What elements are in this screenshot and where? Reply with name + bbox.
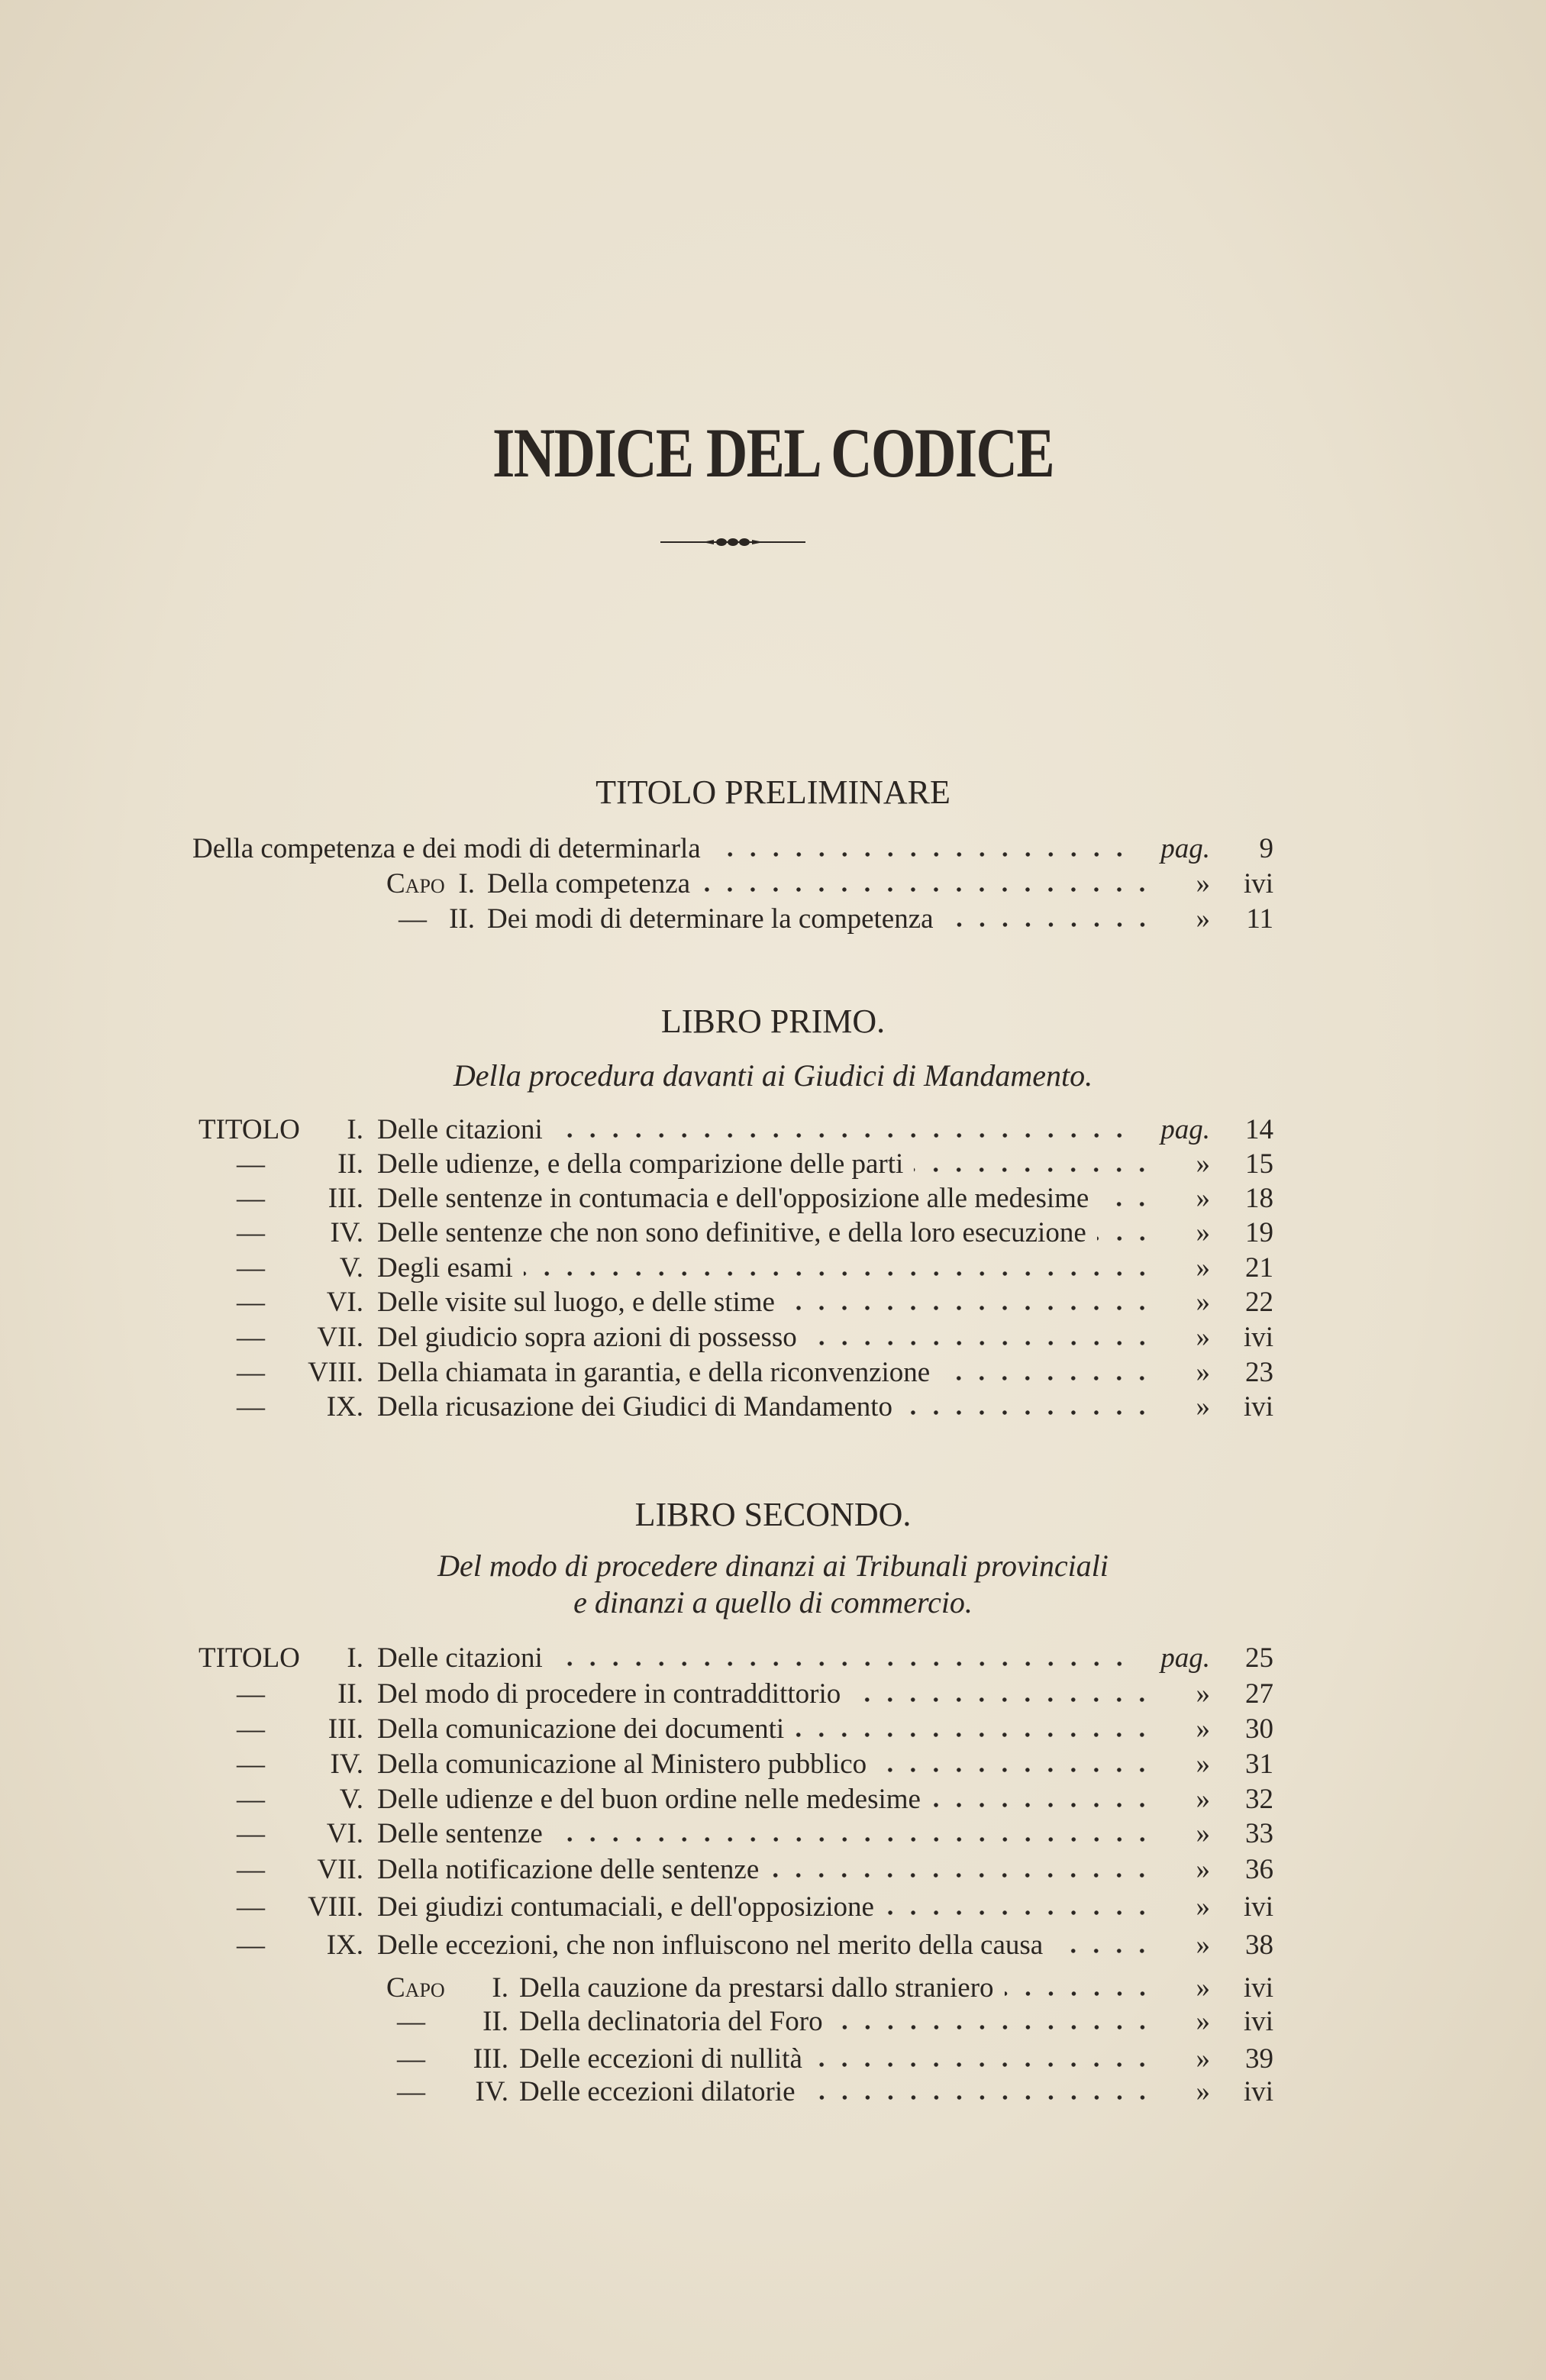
dot-leader [701, 886, 1154, 893]
ditto-dash: — [237, 1818, 265, 1849]
entry-line [377, 1746, 1210, 1783]
page-number: 31 [1245, 1749, 1273, 1780]
entry-line [487, 901, 1210, 938]
toc-entry[interactable] [0, 1746, 1546, 1783]
dot-leader [931, 1801, 1154, 1809]
dot-leader [554, 1132, 1131, 1139]
ditto-dash: — [237, 1891, 265, 1923]
ditto-mark: » [1196, 1183, 1210, 1214]
page-number: 14 [1245, 1114, 1273, 1145]
entry-line [377, 1852, 1210, 1888]
ditto-dash: — [237, 1930, 265, 1961]
page-number: ivi [1243, 868, 1273, 899]
toc-entry[interactable] [0, 1112, 1546, 1148]
entry-numeral: IX. [326, 1930, 363, 1961]
entry-title: Della comunicazione dei documenti [377, 1713, 785, 1745]
ornament-divider [660, 534, 805, 550]
ditto-mark: » [1196, 903, 1210, 935]
entry-numeral: V. [339, 1252, 363, 1284]
dot-leader [554, 1836, 1154, 1843]
toc-entry[interactable] [0, 1146, 1546, 1183]
page-number: 9 [1259, 833, 1273, 864]
page-number: 38 [1245, 1930, 1273, 1961]
ditto-mark: » [1196, 1784, 1210, 1815]
entry-line [377, 1355, 1210, 1391]
entry-numeral: IV. [330, 1749, 363, 1780]
toc-entry[interactable] [0, 1781, 1546, 1818]
toc-entry[interactable] [0, 1355, 1546, 1391]
ditto-dash: — [237, 1183, 265, 1214]
dot-leader [885, 1909, 1154, 1917]
dot-leader [795, 1731, 1154, 1739]
entry-title: Delle citazioni [377, 1642, 543, 1674]
section-heading: TITOLO PRELIMINARE [595, 773, 951, 811]
dot-leader [554, 1660, 1131, 1668]
entry-title: Della comunicazione al Ministero pubblico [377, 1749, 867, 1780]
toc-entry[interactable] [0, 2004, 1546, 2040]
section-heading: LIBRO SECONDO. [634, 1496, 912, 1533]
dot-leader [786, 1304, 1154, 1312]
entry-title: Della notificazione delle sentenze [377, 1854, 760, 1885]
page-number: ivi [1243, 1322, 1273, 1353]
dot-leader [770, 1871, 1154, 1879]
toc-entry[interactable] [0, 1852, 1546, 1888]
page-number: 21 [1245, 1252, 1273, 1284]
dot-leader [944, 921, 1154, 928]
section-subtitle: Della procedura davanti ai Giudici di Mandamento. [453, 1058, 1093, 1093]
page-number: 36 [1245, 1854, 1273, 1885]
toc-entry[interactable] [0, 831, 1546, 867]
page-number: ivi [1243, 1972, 1273, 2004]
entry-type-label: Capo [386, 1972, 445, 2004]
dot-leader [941, 1374, 1154, 1382]
dot-leader [903, 1409, 1154, 1416]
ditto-dash: — [237, 1678, 265, 1710]
page-number: 18 [1245, 1183, 1273, 1214]
entry-line [519, 2041, 1210, 2078]
dot-leader [712, 851, 1131, 858]
ditto-mark: » [1196, 868, 1210, 899]
ditto-mark: » [1196, 1818, 1210, 1849]
ditto-dash: — [237, 1784, 265, 1815]
entry-numeral: II. [449, 903, 475, 935]
ditto-dash: — [397, 2043, 425, 2075]
section-subtitle: Del modo di procedere dinanzi ai Tribunali provinciali [437, 1548, 1109, 1583]
entry-numeral: III. [328, 1713, 363, 1745]
entry-numeral: II. [483, 2006, 508, 2037]
toc-entry[interactable] [0, 1250, 1546, 1287]
ditto-mark: » [1196, 1322, 1210, 1353]
entry-title: Delle citazioni [377, 1114, 543, 1145]
ditto-dash: — [237, 1357, 265, 1388]
entry-numeral: I. [347, 1114, 363, 1145]
entry-line [377, 1640, 1210, 1677]
dot-leader [808, 1339, 1154, 1347]
dot-leader [1097, 1235, 1154, 1242]
ditto-mark: » [1196, 2076, 1210, 2107]
entry-title: Della declinatoria del Foro [519, 2006, 823, 2037]
dot-leader [1054, 1947, 1154, 1955]
entry-line [519, 2004, 1210, 2040]
page-number: ivi [1243, 2076, 1273, 2107]
entry-line [377, 1215, 1210, 1251]
ditto-mark: » [1196, 1891, 1210, 1923]
toc-entry[interactable] [0, 1215, 1546, 1251]
ditto-dash: — [237, 1252, 265, 1284]
entry-numeral: IV. [475, 2076, 508, 2107]
entry-line [377, 1781, 1210, 1818]
ditto-mark: » [1196, 1854, 1210, 1885]
entry-numeral: IX. [326, 1391, 363, 1423]
ditto-dash: — [237, 1713, 265, 1745]
page-number: 25 [1245, 1642, 1273, 1674]
ditto-mark: » [1196, 1391, 1210, 1423]
toc-entry[interactable] [0, 1927, 1546, 1964]
entry-numeral: IV. [330, 1217, 363, 1248]
entry-line [377, 1711, 1210, 1748]
entry-title: Degli esami [377, 1252, 513, 1284]
entry-line [377, 1389, 1210, 1426]
ditto-dash: — [237, 1749, 265, 1780]
entry-title: Delle udienze e del buon ordine nelle medesime [377, 1784, 921, 1815]
ditto-dash: — [399, 903, 427, 935]
dot-leader [877, 1766, 1154, 1774]
toc-entry[interactable] [0, 1389, 1546, 1426]
entry-title: Dei modi di determinare la competenza [487, 903, 934, 935]
toc-entry[interactable] [0, 1319, 1546, 1356]
dot-leader [524, 1270, 1154, 1277]
entry-title: Della chiamata in garantia, e della riconvenzione [377, 1357, 931, 1388]
entry-line [377, 1112, 1210, 1148]
toc-entry[interactable] [0, 2041, 1546, 2078]
entry-title: Del giudicio sopra azioni di possesso [377, 1322, 797, 1353]
entry-title: Delle sentenze in contumacia e dell'opposizione alle medesime [377, 1183, 1089, 1214]
entry-numeral: II. [337, 1678, 363, 1710]
ditto-dash: — [237, 1322, 265, 1353]
page-abbrev: pag. [1160, 1114, 1210, 1145]
page-number: ivi [1243, 2006, 1273, 2037]
ditto-mark: » [1196, 1287, 1210, 1318]
entry-numeral: III. [328, 1183, 363, 1214]
entry-title: Dei giudizi contumaciali, e dell'opposizione [377, 1891, 874, 1923]
entry-line [377, 1676, 1210, 1713]
entry-numeral: VII. [317, 1322, 363, 1353]
ditto-dash: — [237, 1287, 265, 1318]
page-number: 27 [1245, 1678, 1273, 1710]
page-number: 39 [1245, 2043, 1273, 2075]
entry-title: Del modo di procedere in contraddittorio [377, 1678, 841, 1710]
toc-entry[interactable] [0, 1711, 1546, 1748]
dot-leader [834, 2023, 1154, 2031]
entry-type-label: TITOLO [198, 1642, 300, 1674]
page-abbrev: pag. [1160, 1642, 1210, 1674]
ditto-mark: » [1196, 1252, 1210, 1284]
toc-entry[interactable] [0, 2074, 1546, 2110]
entry-numeral: VI. [326, 1287, 363, 1318]
ditto-dash: — [397, 2006, 425, 2037]
page-number: 23 [1245, 1357, 1273, 1388]
page-number: 11 [1246, 903, 1273, 935]
section-heading: LIBRO PRIMO. [660, 1003, 886, 1040]
entry-title: Delle sentenze [377, 1818, 543, 1849]
ditto-mark: » [1196, 1148, 1210, 1180]
entry-numeral: I. [458, 868, 475, 899]
ditto-mark: » [1196, 1217, 1210, 1248]
entry-title: Delle eccezioni di nullità [519, 2043, 802, 2075]
entry-numeral: III. [473, 2043, 508, 2075]
entry-title: Delle udienze, e della comparizione delle parti [377, 1148, 904, 1180]
entry-numeral: VII. [317, 1854, 363, 1885]
entry-line [377, 1927, 1210, 1964]
ditto-mark: » [1196, 1749, 1210, 1780]
page-title: INDICE DEL CODICE [492, 414, 1054, 492]
ditto-mark: » [1196, 2006, 1210, 2037]
ditto-dash: — [237, 1391, 265, 1423]
entry-line [377, 1180, 1210, 1217]
ditto-mark: » [1196, 1930, 1210, 1961]
entry-type-label: TITOLO [198, 1114, 300, 1145]
page-number: 22 [1245, 1287, 1273, 1318]
page-number: 32 [1245, 1784, 1273, 1815]
entry-line [377, 1816, 1210, 1852]
entry-line [377, 1889, 1210, 1926]
page-number: 33 [1245, 1818, 1273, 1849]
toc-entry[interactable] [0, 1676, 1546, 1713]
ditto-dash: — [237, 1854, 265, 1885]
entry-title: Delle visite sul luogo, e delle stime [377, 1287, 775, 1318]
entry-numeral: V. [339, 1784, 363, 1815]
entry-numeral: I. [347, 1642, 363, 1674]
entry-numeral: II. [337, 1148, 363, 1180]
entry-title: Della competenza e dei modi di determinarla [192, 833, 701, 864]
page-number: ivi [1243, 1391, 1273, 1423]
dot-leader [1005, 1990, 1154, 1997]
entry-numeral: VIII. [308, 1891, 363, 1923]
page-number: 19 [1245, 1217, 1273, 1248]
ditto-mark: » [1196, 2043, 1210, 2075]
entry-title: Delle eccezioni dilatorie [519, 2076, 796, 2107]
entry-line [377, 1284, 1210, 1321]
ditto-mark: » [1196, 1678, 1210, 1710]
entry-line [192, 831, 1210, 867]
entry-numeral: VIII. [308, 1357, 363, 1388]
toc-entry[interactable] [0, 1284, 1546, 1321]
ditto-dash: — [237, 1148, 265, 1180]
dot-leader [851, 1696, 1154, 1703]
page-number: ivi [1243, 1891, 1273, 1923]
toc-entry[interactable] [0, 1640, 1546, 1677]
toc-entry[interactable] [0, 1180, 1546, 1217]
entry-line [377, 1250, 1210, 1287]
entry-line [519, 1970, 1210, 2007]
toc-entry[interactable] [0, 866, 1546, 903]
toc-entry[interactable] [0, 1889, 1546, 1926]
ditto-dash: — [237, 1217, 265, 1248]
entry-title: Delle sentenze che non sono definitive, e della loro esecuzione [377, 1217, 1086, 1248]
page-abbrev: pag. [1160, 833, 1210, 864]
entry-line [377, 1146, 1210, 1183]
dot-leader [813, 2061, 1154, 2068]
entry-line [487, 866, 1210, 903]
section-subtitle: e dinanzi a quello di commercio. [573, 1585, 973, 1619]
ditto-mark: » [1196, 1357, 1210, 1388]
toc-entry[interactable] [0, 901, 1546, 938]
entry-line [377, 1319, 1210, 1356]
ditto-mark: » [1196, 1713, 1210, 1745]
entry-title: Della ricusazione dei Giudici di Mandamento [377, 1391, 893, 1423]
ditto-mark: » [1196, 1972, 1210, 2004]
toc-entry[interactable] [0, 1816, 1546, 1852]
entry-title: Delle eccezioni, che non influiscono nel merito della causa [377, 1930, 1044, 1961]
dot-leader [806, 2094, 1154, 2101]
entry-title: Della cauzione da prestarsi dallo straniero [519, 1972, 994, 2004]
page-number: 30 [1245, 1713, 1273, 1745]
toc-entry[interactable] [0, 1970, 1546, 2007]
dot-leader [1099, 1200, 1154, 1208]
dot-leader [914, 1166, 1154, 1174]
ditto-dash: — [397, 2076, 425, 2107]
entry-type-label: Capo [386, 868, 445, 899]
entry-numeral: VI. [326, 1818, 363, 1849]
entry-numeral: I. [492, 1972, 508, 2004]
entry-title: Della competenza [487, 868, 691, 899]
page-number: 15 [1245, 1148, 1273, 1180]
entry-line [519, 2074, 1210, 2110]
